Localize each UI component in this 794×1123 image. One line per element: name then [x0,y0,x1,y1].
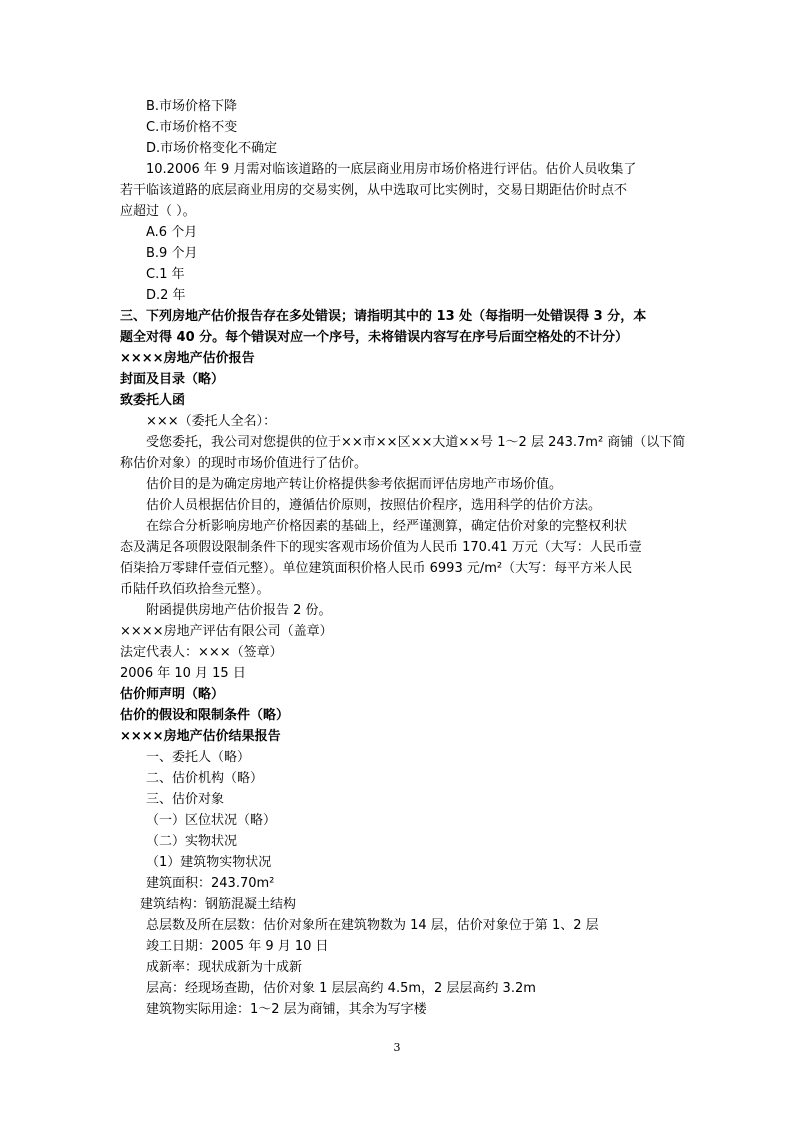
cover-and-toc-heading: 封面及目录（略） [120,372,225,387]
question-10-line-3: 应超过（ ）。 [120,204,196,219]
page-number: 3 [393,1041,401,1054]
appraiser-statement-heading: 估价师声明（略） [120,687,225,702]
floor-height: 层高：经现场查勘，估价对象 1 层层高约 4.5m，2 层层高约 3.2m [146,981,536,996]
result-report-title: ××××房地产估价结果报告 [120,729,281,744]
section-client: 一、委托人（略） [146,750,251,765]
floor-area: 建筑面积：243.70m² [146,876,275,891]
option-c-price-unchanged: C.市场价格不变 [146,120,238,135]
legal-representative: 法定代表人：×××（签章） [120,645,283,660]
option-b-price-falls: B.市场价格下降 [146,99,238,114]
subsection-location: （一）区位状况（略） [146,813,277,828]
letter-value-line-1: 在综合分析影响房地产价格因素的基础上，经严谨测算，确定估价对象的完整权利状 [146,519,628,534]
option-c-1-year: C.1 年 [146,267,185,282]
completion-date: 竣工日期：2005 年 9 月 10 日 [146,939,329,954]
question-10-line-1: 10.2006 年 9 月需对临该道路的一底层商业用房市场价格进行评估。估价人员收集了 [146,162,637,177]
actual-use: 建筑物实际用途：1～2 层为商铺，其余为写字楼 [146,1002,427,1017]
question-10-line-2: 若干临该道路的底层商业用房的交易实例，从中选取可比实例时，交易日期距估价时点不 [120,183,628,198]
letter-value-line-4: 币陆仟玖佰玖拾叁元整）。 [120,582,270,597]
report-title: ××××房地产估价报告 [120,351,255,366]
option-d-2-years: D.2 年 [146,288,186,303]
letter-value-line-2: 态及满足各项假设限制条件下的现实客观市场价值为人民币 170.41 万元（大写：人民币壹 [120,540,642,555]
letter-para-1-line-2: 称估价对象）的现时市场价值进行了估价。 [120,456,368,471]
section-subject: 三、估价对象 [146,792,225,807]
floor-count: 总层数及所在层数：估价对象所在建筑物数为 14 层，估价对象位于第 1、2 层 [146,918,599,933]
company-signature: ××××房地产评估有限公司（盖章） [120,624,333,639]
building-structure: 建筑结构：钢筋混凝土结构 [140,897,297,912]
letter-attachment: 附函提供房地产估价报告 2 份。 [146,603,332,618]
newness-rate: 成新率：现状成新为十成新 [146,960,303,975]
letter-method: 估价人员根据估价目的，遵循估价原则，按照估价程序，选用科学的估价方法。 [146,498,602,513]
section-3-heading-line-2: 题全对得 40 分。每个错误对应一个序号，未将错误内容写在序号后面空格处的不计分） [120,330,629,345]
letter-to-client-heading: 致委托人函 [120,393,186,408]
letter-date: 2006 年 10 月 15 日 [120,666,246,681]
building-physical-status: （1）建筑物实物状况 [146,855,272,870]
option-b-9-months: B.9 个月 [146,246,198,261]
section-3-heading-line-1: 三、下列房地产估价报告存在多处错误；请指明其中的 13 处（每指明一处错误得 3 分，本 [120,309,647,324]
option-d-price-uncertain: D.市场价格变化不确定 [146,141,278,156]
letter-purpose: 估价目的是为确定房地产转让价格提供参考依据而评估房地产市场价值。 [146,477,563,492]
assumptions-heading: 估价的假设和限制条件（略） [120,708,290,723]
letter-para-1-line-1: 受您委托，我公司对您提供的位于××市××区××大道××号 1～2 层 243.7m² 商铺（以下简 [146,435,686,450]
option-a-6-months: A.6 个月 [146,225,198,240]
letter-salutation: ×××（委托人全名）： [146,414,277,429]
letter-value-line-3: 佰柒拾万零肆仟壹佰元整）。单位建筑面积价格人民币 6993 元/m²（大写：每平方米人民 [120,561,633,576]
subsection-physical: （二）实物状况 [146,834,238,849]
section-agency: 二、估价机构（略） [146,771,264,786]
